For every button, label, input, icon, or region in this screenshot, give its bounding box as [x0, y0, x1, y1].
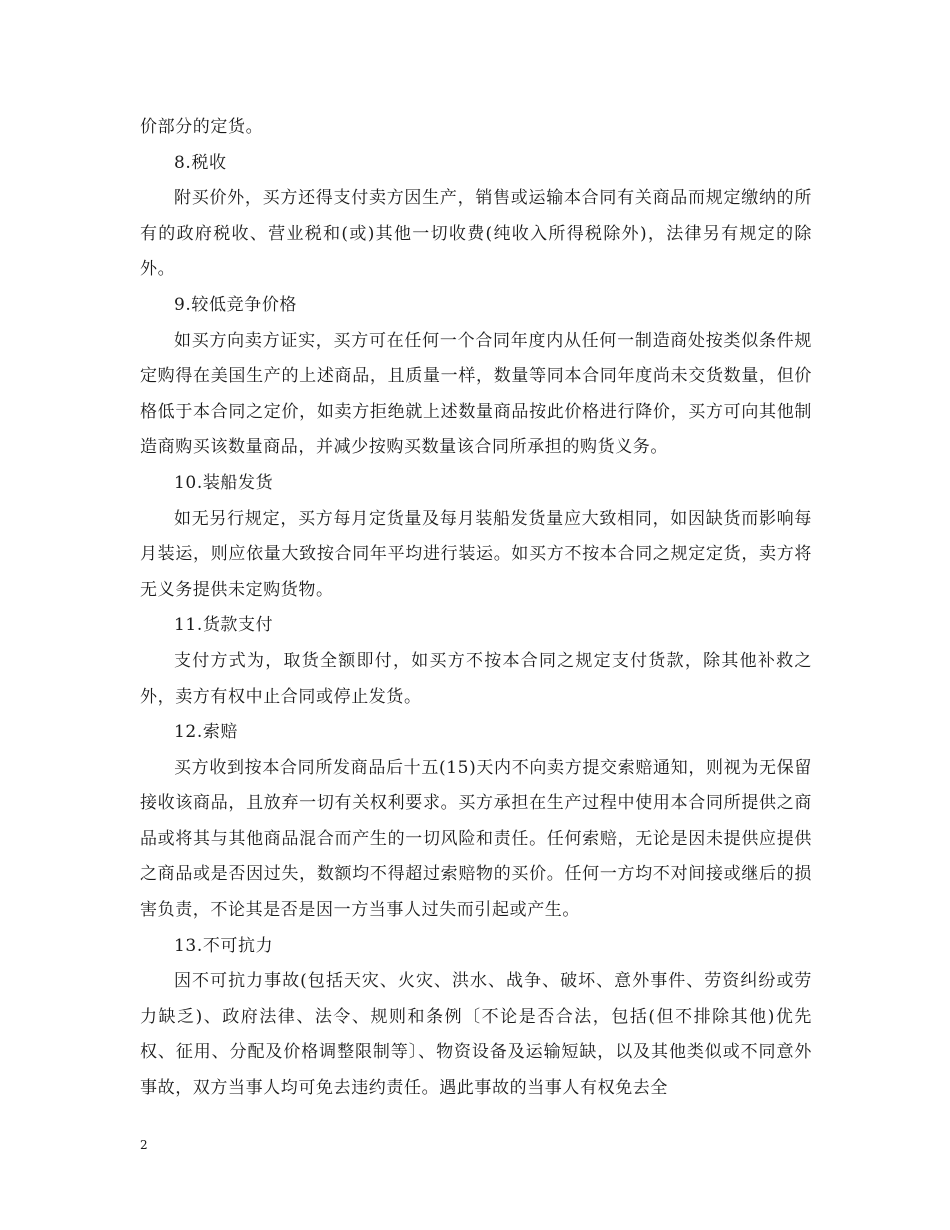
continuation-paragraph: 价部分的定货。: [140, 117, 264, 137]
section-heading-competitive-price: 9.较低竞争价格: [174, 294, 298, 315]
section-body-payment: 支付方式为，取货全额即付，如买方不按本合同之规定支付货款，除其他补救之外，卖方有权中止合同或停止发货。: [140, 650, 812, 707]
section-body-tax: 附买价外，买方还得支付卖方因生产，销售或运输本合同有关商品而规定缴纳的所有的政府税收、营业税和(或)其他一切收费(纯收入所得税除外)，法律另有规定的除外。: [140, 188, 812, 280]
section-body-shipment: 如无另行规定，买方每月定货量及每月装船发货量应大致相同，如因缺货而影响每月装运，则应依量大致按合同年平均进行装运。如买方不按本合同之规定定货，卖方将无义务提供未定购货物。: [140, 508, 812, 600]
section-body-force-majeure: 因不可抗力事故(包括天灾、火灾、洪水、战争、破坏、意外事件、劳资纠纷或劳力缺乏)、政府法律、法令、规则和条例〔不论是否合法，包括(但不排除其他)优先权、征用、分配及价格调整限制等〕、物资设备及运输短缺，以及其他类似或不同意外事故，双方当事人均可免去违约责任。遇此事故的当事人有权免去全: [140, 971, 812, 1099]
section-body-competitive-price: 如买方向卖方证实，买方可在任何一个合同年度内从任何一制造商处按类似条件规定购得在美国生产的上述商品，且质量一样，数量等同本合同年度尚未交货数量，但价格低于本合同之定价，如卖方拒绝就上述数量商品按此价格进行降价，买方可向其他制造商购买该数量商品，并减少按购买数量该合同所承担的购货义务。: [140, 330, 812, 458]
page-number: 2: [140, 1138, 148, 1152]
section-heading-claims: 12.索赔: [174, 722, 239, 743]
section-heading-payment: 11.货款支付: [174, 615, 274, 636]
section-heading-force-majeure: 13.不可抗力: [174, 935, 274, 956]
section-body-claims: 买方收到按本合同所发商品后十五(15)天内不向卖方提交索赔通知，则视为无保留接收该商品，且放弃一切有关权利要求。买方承担在生产过程中使用本合同所提供之商品或将其与其他商品混合而产生的一切风险和责任。任何索赔，无论是因未提供应提供之商品或是否因过失，数额均不得超过索赔物的买价。任何一方均不对间接或继后的损害负责，不论其是否是因一方当事人过失而引起或产生。: [140, 757, 812, 921]
section-heading-tax: 8.税收: [174, 152, 227, 173]
document-body: [140, 110, 812, 1107]
section-heading-shipment: 10.装船发货: [174, 472, 274, 493]
